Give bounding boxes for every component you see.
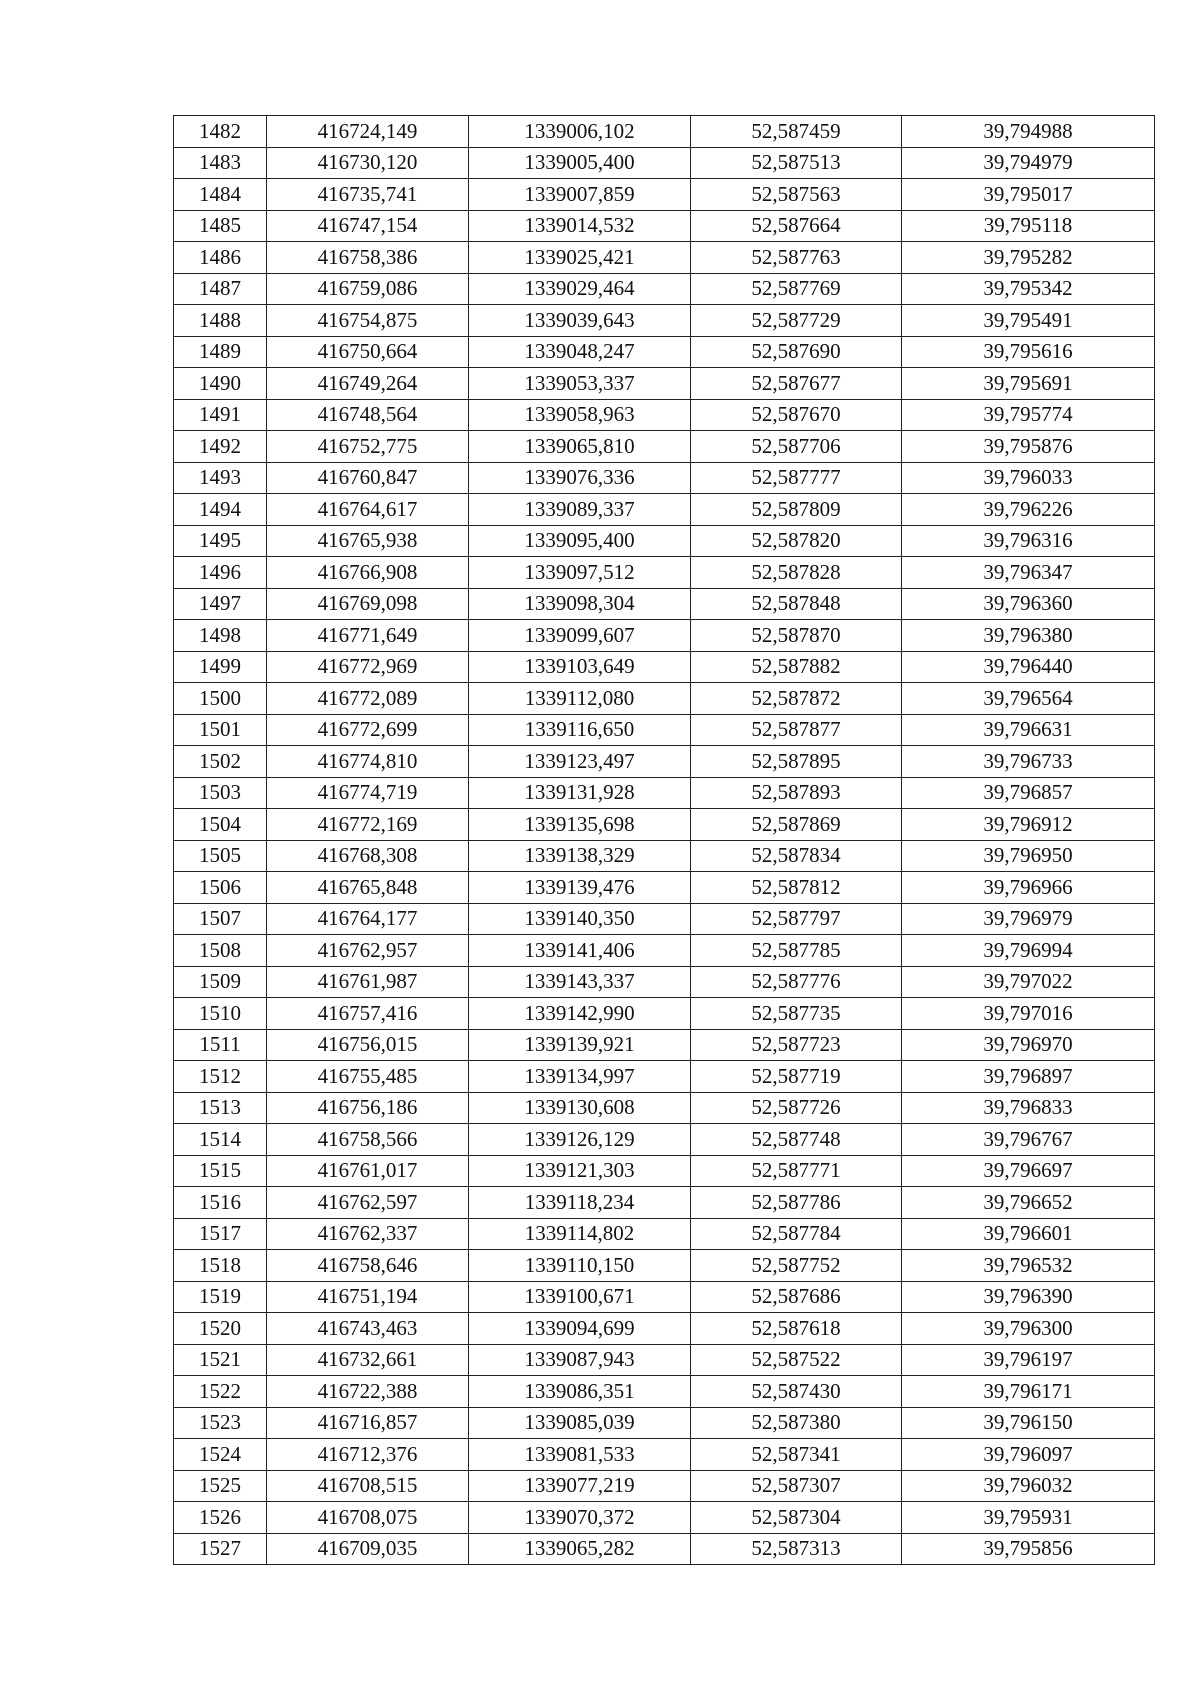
- latitude-cell: 52,587307: [691, 1470, 902, 1502]
- x-coordinate-cell: 416716,857: [267, 1407, 469, 1439]
- point-number-cell: 1508: [174, 935, 267, 967]
- point-number-cell: 1487: [174, 273, 267, 305]
- table-row: [174, 998, 1155, 1030]
- x-coordinate-cell: 416708,515: [267, 1470, 469, 1502]
- x-coordinate-cell: 416760,847: [267, 462, 469, 494]
- x-coordinate-cell: 416730,120: [267, 147, 469, 179]
- latitude-cell: 52,587690: [691, 336, 902, 368]
- y-coordinate-cell: 1339110,150: [469, 1250, 691, 1282]
- x-coordinate-cell: 416758,646: [267, 1250, 469, 1282]
- latitude-cell: 52,587726: [691, 1092, 902, 1124]
- point-number-cell: 1482: [174, 116, 267, 148]
- point-number-cell: 1527: [174, 1533, 267, 1565]
- y-coordinate-cell: 1339126,129: [469, 1124, 691, 1156]
- y-coordinate-cell: 1339123,497: [469, 746, 691, 778]
- longitude-cell: 39,796912: [902, 809, 1155, 841]
- x-coordinate-cell: 416743,463: [267, 1313, 469, 1345]
- x-coordinate-cell: 416772,699: [267, 714, 469, 746]
- x-coordinate-cell: 416750,664: [267, 336, 469, 368]
- x-coordinate-cell: 416764,617: [267, 494, 469, 526]
- latitude-cell: 52,587763: [691, 242, 902, 274]
- x-coordinate-cell: 416761,017: [267, 1155, 469, 1187]
- x-coordinate-cell: 416762,597: [267, 1187, 469, 1219]
- longitude-cell: 39,795491: [902, 305, 1155, 337]
- y-coordinate-cell: 1339143,337: [469, 966, 691, 998]
- table-row: [174, 683, 1155, 715]
- y-coordinate-cell: 1339070,372: [469, 1502, 691, 1534]
- longitude-cell: 39,795774: [902, 399, 1155, 431]
- table-row: [174, 1407, 1155, 1439]
- longitude-cell: 39,795856: [902, 1533, 1155, 1565]
- table-row: [174, 116, 1155, 148]
- latitude-cell: 52,587877: [691, 714, 902, 746]
- point-number-cell: 1505: [174, 840, 267, 872]
- table-row: [174, 935, 1155, 967]
- longitude-cell: 39,796033: [902, 462, 1155, 494]
- point-number-cell: 1488: [174, 305, 267, 337]
- latitude-cell: 52,587313: [691, 1533, 902, 1565]
- y-coordinate-cell: 1339007,859: [469, 179, 691, 211]
- point-number-cell: 1513: [174, 1092, 267, 1124]
- y-coordinate-cell: 1339098,304: [469, 588, 691, 620]
- x-coordinate-cell: 416772,089: [267, 683, 469, 715]
- x-coordinate-cell: 416751,194: [267, 1281, 469, 1313]
- x-coordinate-cell: 416758,386: [267, 242, 469, 274]
- longitude-cell: 39,794988: [902, 116, 1155, 148]
- latitude-cell: 52,587771: [691, 1155, 902, 1187]
- y-coordinate-cell: 1339076,336: [469, 462, 691, 494]
- latitude-cell: 52,587820: [691, 525, 902, 557]
- y-coordinate-cell: 1339139,921: [469, 1029, 691, 1061]
- coordinates-table: [173, 115, 1155, 1565]
- point-number-cell: 1519: [174, 1281, 267, 1313]
- coordinates-table-body: [174, 116, 1155, 1565]
- longitude-cell: 39,795342: [902, 273, 1155, 305]
- y-coordinate-cell: 1339116,650: [469, 714, 691, 746]
- y-coordinate-cell: 1339058,963: [469, 399, 691, 431]
- x-coordinate-cell: 416757,416: [267, 998, 469, 1030]
- longitude-cell: 39,796833: [902, 1092, 1155, 1124]
- y-coordinate-cell: 1339099,607: [469, 620, 691, 652]
- longitude-cell: 39,796979: [902, 903, 1155, 935]
- y-coordinate-cell: 1339142,990: [469, 998, 691, 1030]
- y-coordinate-cell: 1339140,350: [469, 903, 691, 935]
- longitude-cell: 39,796966: [902, 872, 1155, 904]
- longitude-cell: 39,795691: [902, 368, 1155, 400]
- table-row: [174, 714, 1155, 746]
- point-number-cell: 1489: [174, 336, 267, 368]
- table-row: [174, 179, 1155, 211]
- y-coordinate-cell: 1339100,671: [469, 1281, 691, 1313]
- table-row: [174, 1502, 1155, 1534]
- longitude-cell: 39,795876: [902, 431, 1155, 463]
- point-number-cell: 1496: [174, 557, 267, 589]
- table-row: [174, 1439, 1155, 1471]
- y-coordinate-cell: 1339097,512: [469, 557, 691, 589]
- y-coordinate-cell: 1339094,699: [469, 1313, 691, 1345]
- latitude-cell: 52,587785: [691, 935, 902, 967]
- latitude-cell: 52,587677: [691, 368, 902, 400]
- longitude-cell: 39,797022: [902, 966, 1155, 998]
- table-row: [174, 462, 1155, 494]
- longitude-cell: 39,796316: [902, 525, 1155, 557]
- x-coordinate-cell: 416771,649: [267, 620, 469, 652]
- longitude-cell: 39,796532: [902, 1250, 1155, 1282]
- table-row: [174, 368, 1155, 400]
- x-coordinate-cell: 416735,741: [267, 179, 469, 211]
- table-row: [174, 336, 1155, 368]
- x-coordinate-cell: 416732,661: [267, 1344, 469, 1376]
- table-row: [174, 1092, 1155, 1124]
- y-coordinate-cell: 1339103,649: [469, 651, 691, 683]
- table-row: [174, 1187, 1155, 1219]
- point-number-cell: 1495: [174, 525, 267, 557]
- point-number-cell: 1516: [174, 1187, 267, 1219]
- longitude-cell: 39,796564: [902, 683, 1155, 715]
- latitude-cell: 52,587430: [691, 1376, 902, 1408]
- longitude-cell: 39,796733: [902, 746, 1155, 778]
- point-number-cell: 1515: [174, 1155, 267, 1187]
- table-row: [174, 242, 1155, 274]
- point-number-cell: 1518: [174, 1250, 267, 1282]
- x-coordinate-cell: 416748,564: [267, 399, 469, 431]
- table-row: [174, 746, 1155, 778]
- x-coordinate-cell: 416708,075: [267, 1502, 469, 1534]
- longitude-cell: 39,796994: [902, 935, 1155, 967]
- point-number-cell: 1506: [174, 872, 267, 904]
- latitude-cell: 52,587784: [691, 1218, 902, 1250]
- y-coordinate-cell: 1339139,476: [469, 872, 691, 904]
- x-coordinate-cell: 416722,388: [267, 1376, 469, 1408]
- x-coordinate-cell: 416749,264: [267, 368, 469, 400]
- y-coordinate-cell: 1339025,421: [469, 242, 691, 274]
- latitude-cell: 52,587304: [691, 1502, 902, 1534]
- latitude-cell: 52,587563: [691, 179, 902, 211]
- y-coordinate-cell: 1339112,080: [469, 683, 691, 715]
- y-coordinate-cell: 1339141,406: [469, 935, 691, 967]
- y-coordinate-cell: 1339048,247: [469, 336, 691, 368]
- longitude-cell: 39,796032: [902, 1470, 1155, 1502]
- longitude-cell: 39,796440: [902, 651, 1155, 683]
- y-coordinate-cell: 1339029,464: [469, 273, 691, 305]
- table-row: [174, 525, 1155, 557]
- point-number-cell: 1492: [174, 431, 267, 463]
- point-number-cell: 1501: [174, 714, 267, 746]
- point-number-cell: 1517: [174, 1218, 267, 1250]
- longitude-cell: 39,796631: [902, 714, 1155, 746]
- latitude-cell: 52,587870: [691, 620, 902, 652]
- y-coordinate-cell: 1339121,303: [469, 1155, 691, 1187]
- point-number-cell: 1511: [174, 1029, 267, 1061]
- longitude-cell: 39,796970: [902, 1029, 1155, 1061]
- point-number-cell: 1485: [174, 210, 267, 242]
- table-row: [174, 651, 1155, 683]
- x-coordinate-cell: 416762,957: [267, 935, 469, 967]
- point-number-cell: 1524: [174, 1439, 267, 1471]
- y-coordinate-cell: 1339130,608: [469, 1092, 691, 1124]
- point-number-cell: 1497: [174, 588, 267, 620]
- point-number-cell: 1520: [174, 1313, 267, 1345]
- latitude-cell: 52,587513: [691, 147, 902, 179]
- point-number-cell: 1512: [174, 1061, 267, 1093]
- point-number-cell: 1483: [174, 147, 267, 179]
- latitude-cell: 52,587618: [691, 1313, 902, 1345]
- y-coordinate-cell: 1339114,802: [469, 1218, 691, 1250]
- point-number-cell: 1507: [174, 903, 267, 935]
- point-number-cell: 1504: [174, 809, 267, 841]
- longitude-cell: 39,796897: [902, 1061, 1155, 1093]
- x-coordinate-cell: 416774,810: [267, 746, 469, 778]
- longitude-cell: 39,796601: [902, 1218, 1155, 1250]
- y-coordinate-cell: 1339131,928: [469, 777, 691, 809]
- y-coordinate-cell: 1339053,337: [469, 368, 691, 400]
- longitude-cell: 39,795931: [902, 1502, 1155, 1534]
- x-coordinate-cell: 416752,775: [267, 431, 469, 463]
- latitude-cell: 52,587872: [691, 683, 902, 715]
- x-coordinate-cell: 416747,154: [267, 210, 469, 242]
- latitude-cell: 52,587664: [691, 210, 902, 242]
- point-number-cell: 1510: [174, 998, 267, 1030]
- table-row: [174, 1218, 1155, 1250]
- longitude-cell: 39,796652: [902, 1187, 1155, 1219]
- table-row: [174, 777, 1155, 809]
- x-coordinate-cell: 416764,177: [267, 903, 469, 935]
- x-coordinate-cell: 416724,149: [267, 116, 469, 148]
- y-coordinate-cell: 1339085,039: [469, 1407, 691, 1439]
- x-coordinate-cell: 416769,098: [267, 588, 469, 620]
- y-coordinate-cell: 1339077,219: [469, 1470, 691, 1502]
- latitude-cell: 52,587735: [691, 998, 902, 1030]
- latitude-cell: 52,587797: [691, 903, 902, 935]
- table-row: [174, 210, 1155, 242]
- point-number-cell: 1484: [174, 179, 267, 211]
- longitude-cell: 39,795282: [902, 242, 1155, 274]
- longitude-cell: 39,796197: [902, 1344, 1155, 1376]
- point-number-cell: 1499: [174, 651, 267, 683]
- y-coordinate-cell: 1339086,351: [469, 1376, 691, 1408]
- latitude-cell: 52,587895: [691, 746, 902, 778]
- latitude-cell: 52,587670: [691, 399, 902, 431]
- y-coordinate-cell: 1339005,400: [469, 147, 691, 179]
- x-coordinate-cell: 416755,485: [267, 1061, 469, 1093]
- table-row: [174, 557, 1155, 589]
- latitude-cell: 52,587719: [691, 1061, 902, 1093]
- table-row: [174, 620, 1155, 652]
- y-coordinate-cell: 1339014,532: [469, 210, 691, 242]
- y-coordinate-cell: 1339135,698: [469, 809, 691, 841]
- point-number-cell: 1521: [174, 1344, 267, 1376]
- latitude-cell: 52,587834: [691, 840, 902, 872]
- longitude-cell: 39,796857: [902, 777, 1155, 809]
- longitude-cell: 39,796697: [902, 1155, 1155, 1187]
- longitude-cell: 39,796171: [902, 1376, 1155, 1408]
- table-row: [174, 1313, 1155, 1345]
- latitude-cell: 52,587686: [691, 1281, 902, 1313]
- table-row: [174, 273, 1155, 305]
- latitude-cell: 52,587723: [691, 1029, 902, 1061]
- point-number-cell: 1498: [174, 620, 267, 652]
- latitude-cell: 52,587812: [691, 872, 902, 904]
- y-coordinate-cell: 1339089,337: [469, 494, 691, 526]
- longitude-cell: 39,796226: [902, 494, 1155, 526]
- latitude-cell: 52,587777: [691, 462, 902, 494]
- latitude-cell: 52,587380: [691, 1407, 902, 1439]
- longitude-cell: 39,796950: [902, 840, 1155, 872]
- y-coordinate-cell: 1339134,997: [469, 1061, 691, 1093]
- x-coordinate-cell: 416712,376: [267, 1439, 469, 1471]
- point-number-cell: 1490: [174, 368, 267, 400]
- latitude-cell: 52,587729: [691, 305, 902, 337]
- longitude-cell: 39,796150: [902, 1407, 1155, 1439]
- y-coordinate-cell: 1339138,329: [469, 840, 691, 872]
- point-number-cell: 1526: [174, 1502, 267, 1534]
- point-number-cell: 1523: [174, 1407, 267, 1439]
- x-coordinate-cell: 416765,848: [267, 872, 469, 904]
- x-coordinate-cell: 416772,169: [267, 809, 469, 841]
- latitude-cell: 52,587786: [691, 1187, 902, 1219]
- table-row: [174, 1124, 1155, 1156]
- table-row: [174, 399, 1155, 431]
- latitude-cell: 52,587706: [691, 431, 902, 463]
- point-number-cell: 1509: [174, 966, 267, 998]
- longitude-cell: 39,796360: [902, 588, 1155, 620]
- table-row: [174, 966, 1155, 998]
- point-number-cell: 1502: [174, 746, 267, 778]
- table-row: [174, 1029, 1155, 1061]
- x-coordinate-cell: 416774,719: [267, 777, 469, 809]
- table-row: [174, 1344, 1155, 1376]
- point-number-cell: 1522: [174, 1376, 267, 1408]
- latitude-cell: 52,587882: [691, 651, 902, 683]
- table-row: [174, 1281, 1155, 1313]
- y-coordinate-cell: 1339006,102: [469, 116, 691, 148]
- point-number-cell: 1500: [174, 683, 267, 715]
- table-row: [174, 840, 1155, 872]
- point-number-cell: 1493: [174, 462, 267, 494]
- x-coordinate-cell: 416765,938: [267, 525, 469, 557]
- table-row: [174, 1155, 1155, 1187]
- table-row: [174, 1470, 1155, 1502]
- table-row: [174, 588, 1155, 620]
- table-row: [174, 431, 1155, 463]
- latitude-cell: 52,587769: [691, 273, 902, 305]
- x-coordinate-cell: 416756,186: [267, 1092, 469, 1124]
- longitude-cell: 39,795118: [902, 210, 1155, 242]
- table-row: [174, 1250, 1155, 1282]
- x-coordinate-cell: 416756,015: [267, 1029, 469, 1061]
- table-row: [174, 872, 1155, 904]
- longitude-cell: 39,797016: [902, 998, 1155, 1030]
- point-number-cell: 1514: [174, 1124, 267, 1156]
- y-coordinate-cell: 1339039,643: [469, 305, 691, 337]
- longitude-cell: 39,796097: [902, 1439, 1155, 1471]
- point-number-cell: 1486: [174, 242, 267, 274]
- x-coordinate-cell: 416759,086: [267, 273, 469, 305]
- latitude-cell: 52,587809: [691, 494, 902, 526]
- x-coordinate-cell: 416709,035: [267, 1533, 469, 1565]
- y-coordinate-cell: 1339095,400: [469, 525, 691, 557]
- y-coordinate-cell: 1339087,943: [469, 1344, 691, 1376]
- x-coordinate-cell: 416762,337: [267, 1218, 469, 1250]
- longitude-cell: 39,796300: [902, 1313, 1155, 1345]
- longitude-cell: 39,794979: [902, 147, 1155, 179]
- latitude-cell: 52,587869: [691, 809, 902, 841]
- table-row: [174, 147, 1155, 179]
- point-number-cell: 1525: [174, 1470, 267, 1502]
- longitude-cell: 39,796390: [902, 1281, 1155, 1313]
- latitude-cell: 52,587748: [691, 1124, 902, 1156]
- y-coordinate-cell: 1339118,234: [469, 1187, 691, 1219]
- x-coordinate-cell: 416768,308: [267, 840, 469, 872]
- x-coordinate-cell: 416772,969: [267, 651, 469, 683]
- table-row: [174, 494, 1155, 526]
- x-coordinate-cell: 416761,987: [267, 966, 469, 998]
- longitude-cell: 39,795616: [902, 336, 1155, 368]
- longitude-cell: 39,796347: [902, 557, 1155, 589]
- longitude-cell: 39,796380: [902, 620, 1155, 652]
- latitude-cell: 52,587828: [691, 557, 902, 589]
- table-row: [174, 809, 1155, 841]
- y-coordinate-cell: 1339065,282: [469, 1533, 691, 1565]
- longitude-cell: 39,795017: [902, 179, 1155, 211]
- table-row: [174, 1533, 1155, 1565]
- point-number-cell: 1491: [174, 399, 267, 431]
- point-number-cell: 1494: [174, 494, 267, 526]
- table-row: [174, 1376, 1155, 1408]
- table-row: [174, 903, 1155, 935]
- latitude-cell: 52,587522: [691, 1344, 902, 1376]
- latitude-cell: 52,587459: [691, 116, 902, 148]
- x-coordinate-cell: 416754,875: [267, 305, 469, 337]
- x-coordinate-cell: 416766,908: [267, 557, 469, 589]
- table-row: [174, 1061, 1155, 1093]
- y-coordinate-cell: 1339081,533: [469, 1439, 691, 1471]
- table-row: [174, 305, 1155, 337]
- y-coordinate-cell: 1339065,810: [469, 431, 691, 463]
- latitude-cell: 52,587893: [691, 777, 902, 809]
- latitude-cell: 52,587848: [691, 588, 902, 620]
- point-number-cell: 1503: [174, 777, 267, 809]
- latitude-cell: 52,587776: [691, 966, 902, 998]
- latitude-cell: 52,587752: [691, 1250, 902, 1282]
- x-coordinate-cell: 416758,566: [267, 1124, 469, 1156]
- longitude-cell: 39,796767: [902, 1124, 1155, 1156]
- latitude-cell: 52,587341: [691, 1439, 902, 1471]
